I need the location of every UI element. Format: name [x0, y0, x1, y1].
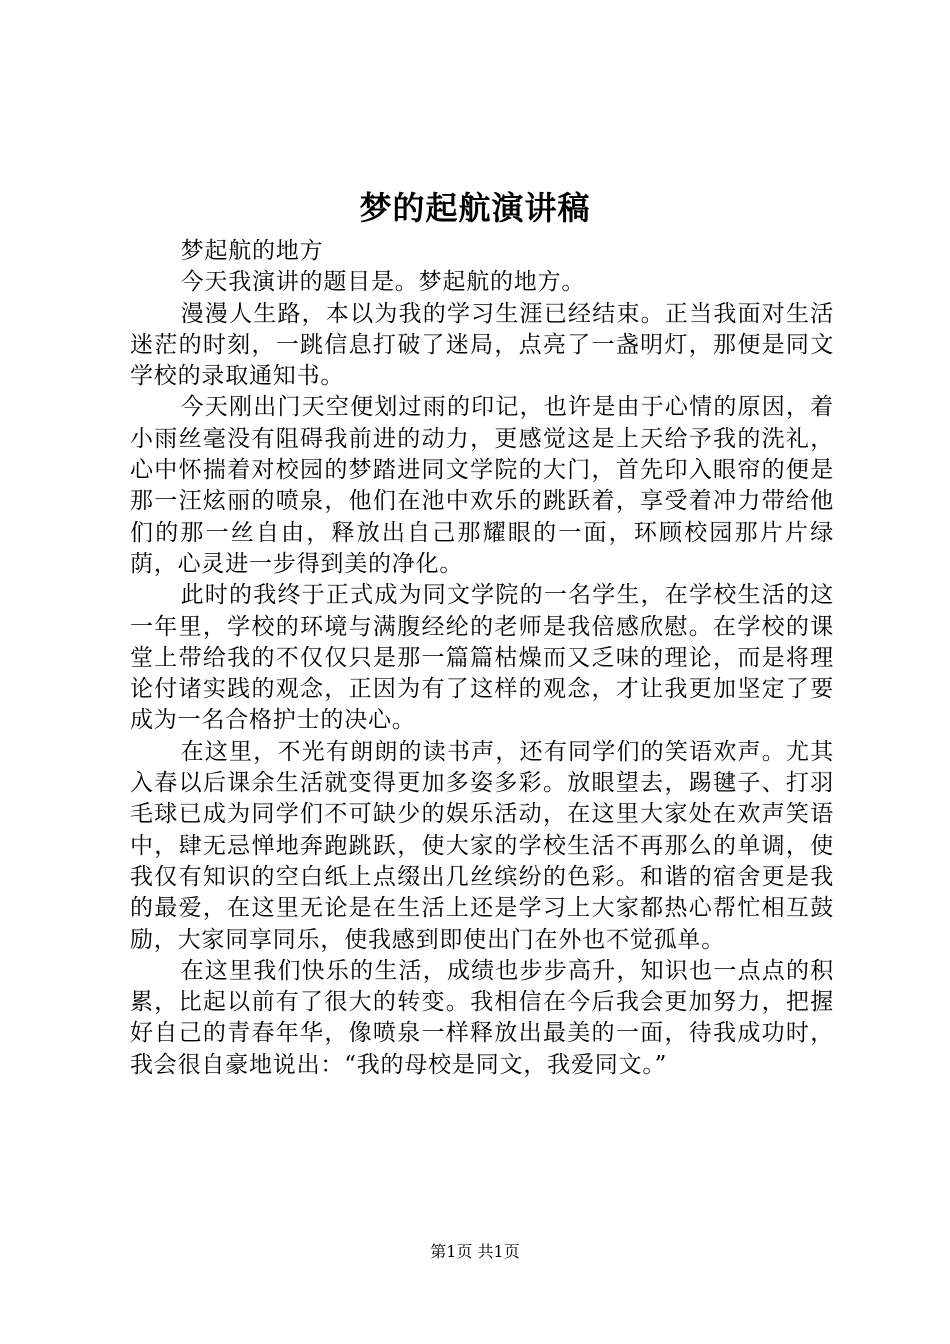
paragraph: 在这里我们快乐的生活，成绩也步步高升，知识也一点点的积累，比起以前有了很大的转变。我相信在今后我会更加努力，把握好自己的青春年华，像喷泉一样释放出最美的一面，待我成功时，我会很自豪地说出：“我的母校是同文，我爱同文。” — [130, 957, 834, 1078]
document-title: 梦的起航演讲稿 — [359, 189, 591, 227]
paragraph: 今天刚出门天空便划过雨的印记，也许是由于心情的原因，着小雨丝毫没有阻碍我前进的动力，更感觉这是上天给予我的洗礼，心中怀揣着对校园的梦踏进同文学院的大门，首先印入眼帘的便是那一汪炫丽的喷泉，他们在池中欢乐的跳跃着，享受着冲力带给他们的那一丝自由，释放出自己那耀眼的一面，环顾校园那片片绿荫，心灵进一步得到美的净化。 — [130, 394, 834, 577]
document-body — [130, 236, 834, 1081]
paragraph: 此时的我终于正式成为同文学院的一名学生，在学校生活的这一年里，学校的环境与满腹经纶的老师是我倍感欣慰。在学校的课堂上带给我的不仅仅只是那一篇篇枯燥而又乏味的理论，而是将理论付诸实践的观念，正因为有了这样的观念，才让我更加坚定了要成为一名合格护士的决心。 — [130, 582, 834, 734]
paragraph: 今天我演讲的题目是。梦起航的地方。 — [180, 269, 586, 296]
paragraph-subtitle: 梦起航的地方 — [180, 238, 324, 264]
paragraph: 漫漫人生路，本以为我的学习生涯已经结束。正当我面对生活迷茫的时刻，一跳信息打破了迷局，点亮了一盏明灯，那便是同文学校的录取通知书。 — [130, 300, 834, 390]
page-footer: 第1页 共1页 — [430, 1242, 520, 1261]
paragraph: 在这里，不光有朗朗的读书声，还有同学们的笑语欢声。尤其入春以后课余生活就变得更加多姿多彩。放眼望去，踢毽子、打羽毛球已成为同学们不可缺少的娱乐活动，在这里大家处在欢声笑语中，肆无忌惮地奔跑跳跃，使大家的学校生活不再那么的单调，使我仅有知识的空白纸上点缀出几丝缤纷的色彩。和谐的宿舍更是我的最爱，在这里无论是在生活上还是学习上大家都热心帮忙相互鼓励，大家同享同乐，使我感到即使出门在外也不觉孤单。 — [130, 738, 834, 953]
